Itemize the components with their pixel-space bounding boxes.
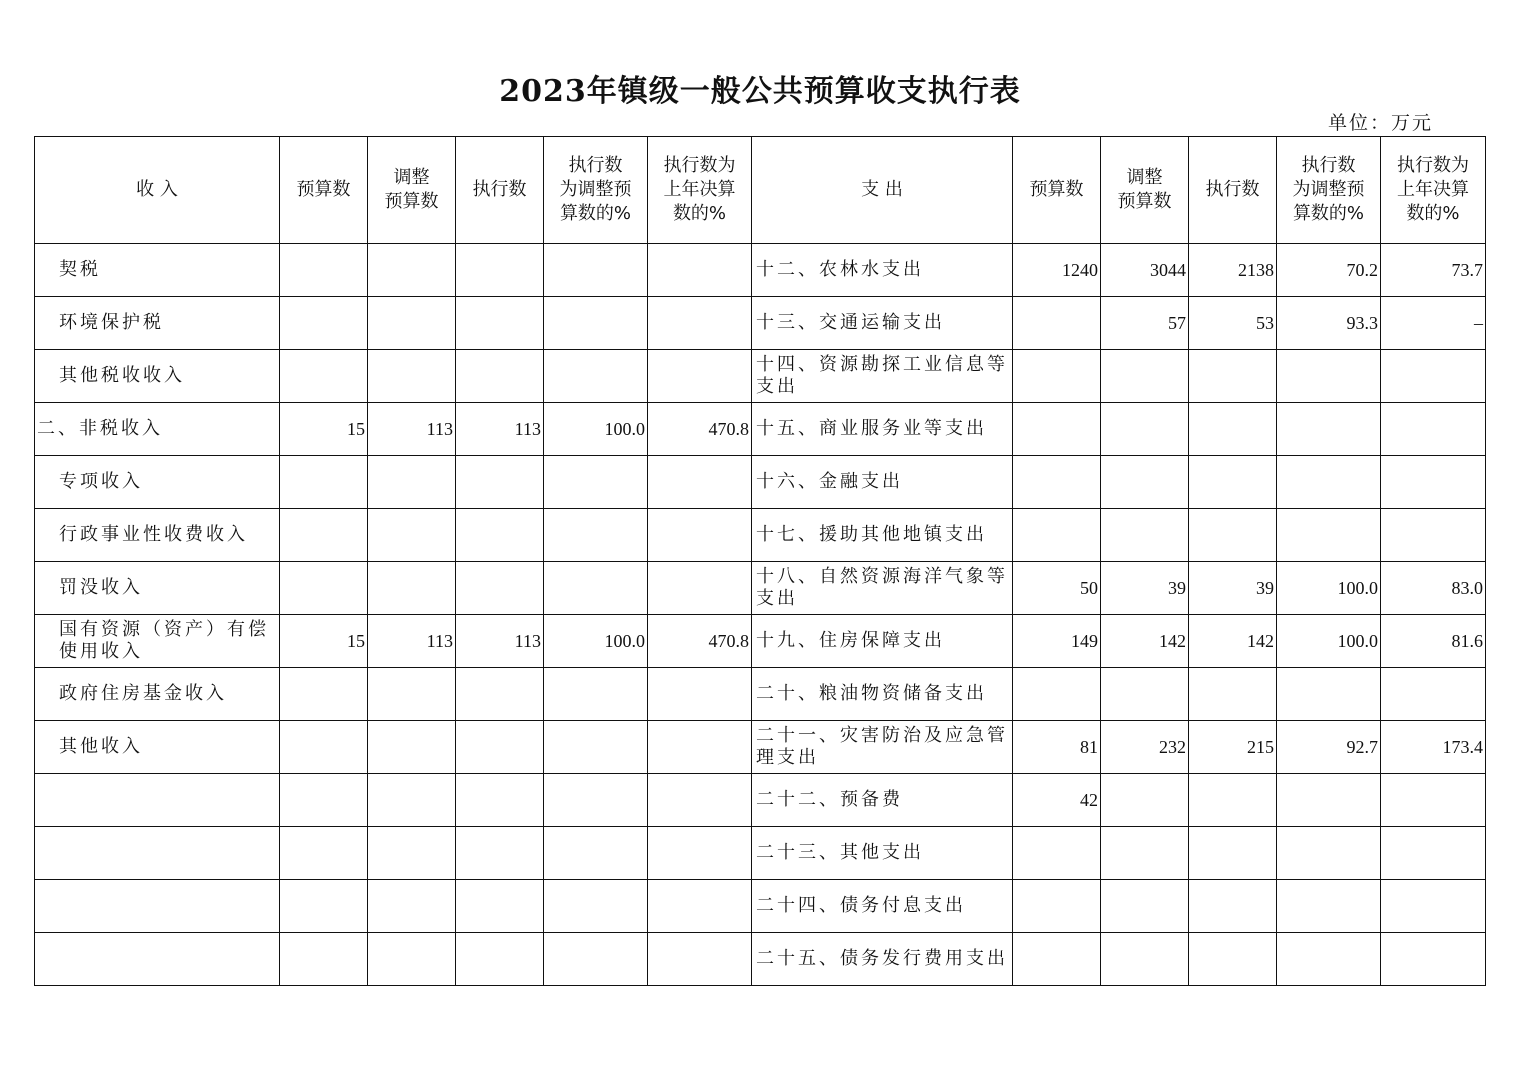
table-row bbox=[35, 509, 1486, 562]
expense-budget-cell: 81 bbox=[1013, 721, 1101, 774]
expense-pct-adjusted-cell bbox=[1277, 350, 1381, 403]
expense-budget-cell: 42 bbox=[1013, 774, 1101, 827]
expense-executed-cell bbox=[1189, 509, 1277, 562]
expense-pct-adjusted-cell bbox=[1277, 403, 1381, 456]
unit-label: 单位：万元 bbox=[1328, 112, 1434, 134]
expense-pct-adjusted-cell bbox=[1277, 509, 1381, 562]
income-pct-adjusted-cell bbox=[544, 456, 648, 509]
expense-executed-cell bbox=[1189, 933, 1277, 986]
income-pct-adjusted-cell bbox=[544, 721, 648, 774]
expense-budget-cell bbox=[1013, 456, 1101, 509]
expense-pct-last-year-cell bbox=[1381, 456, 1486, 509]
income-pct-adjusted-cell bbox=[544, 933, 648, 986]
table-row bbox=[35, 668, 1486, 721]
table-row bbox=[35, 350, 1486, 403]
income-adjusted-cell bbox=[368, 880, 456, 933]
income-budget-cell bbox=[280, 827, 368, 880]
expense-executed-cell bbox=[1189, 880, 1277, 933]
expense-pct-last-year-cell: 173.4 bbox=[1381, 721, 1486, 774]
income-executed-cell bbox=[456, 827, 544, 880]
header-income-budget: 预算数 bbox=[280, 137, 368, 244]
expense-pct-last-year-cell: 81.6 bbox=[1381, 615, 1486, 668]
income-executed-cell bbox=[456, 562, 544, 615]
income-budget-cell: 15 bbox=[280, 403, 368, 456]
expense-item-name: 十九、住房保障支出 bbox=[752, 615, 1013, 668]
income-budget-cell bbox=[280, 297, 368, 350]
expense-item-name: 二十四、债务付息支出 bbox=[752, 880, 1013, 933]
table-row bbox=[35, 244, 1486, 297]
income-item-name bbox=[35, 774, 280, 827]
expense-executed-cell bbox=[1189, 774, 1277, 827]
expense-pct-adjusted-cell: 100.0 bbox=[1277, 615, 1381, 668]
table-row bbox=[35, 721, 1486, 774]
table-row bbox=[35, 403, 1486, 456]
expense-budget-cell: 1240 bbox=[1013, 244, 1101, 297]
income-item-name: 二、非税收入 bbox=[35, 403, 280, 456]
income-pct-adjusted-cell bbox=[544, 350, 648, 403]
income-adjusted-cell bbox=[368, 509, 456, 562]
income-pct-last-year-cell bbox=[648, 350, 752, 403]
income-pct-adjusted-cell bbox=[544, 668, 648, 721]
budget-execution-table bbox=[34, 136, 1486, 986]
income-pct-last-year-cell: 470.8 bbox=[648, 403, 752, 456]
expense-executed-cell: 142 bbox=[1189, 615, 1277, 668]
header-income-executed: 执行数 bbox=[456, 137, 544, 244]
expense-adjusted-cell bbox=[1101, 668, 1189, 721]
expense-budget-cell bbox=[1013, 297, 1101, 350]
header-income: 收 入 bbox=[35, 137, 280, 244]
income-pct-adjusted-cell: 100.0 bbox=[544, 615, 648, 668]
header-expense: 支 出 bbox=[752, 137, 1013, 244]
income-pct-last-year-cell bbox=[648, 456, 752, 509]
expense-pct-last-year-cell bbox=[1381, 350, 1486, 403]
income-adjusted-cell bbox=[368, 244, 456, 297]
expense-pct-adjusted-cell bbox=[1277, 827, 1381, 880]
income-pct-adjusted-cell bbox=[544, 297, 648, 350]
income-item-name: 国有资源（资产）有偿使用收入 bbox=[35, 615, 280, 668]
expense-pct-last-year-cell bbox=[1381, 827, 1486, 880]
income-item-name bbox=[35, 827, 280, 880]
expense-item-name: 十七、援助其他地镇支出 bbox=[752, 509, 1013, 562]
income-pct-adjusted-cell bbox=[544, 562, 648, 615]
table-row bbox=[35, 774, 1486, 827]
header-expense-pct-last-year: 执行数为 上年决算 数的% bbox=[1381, 137, 1486, 244]
header-expense-budget: 预算数 bbox=[1013, 137, 1101, 244]
income-item-name: 政府住房基金收入 bbox=[35, 668, 280, 721]
expense-executed-cell bbox=[1189, 403, 1277, 456]
income-adjusted-cell bbox=[368, 668, 456, 721]
expense-adjusted-cell: 142 bbox=[1101, 615, 1189, 668]
expense-executed-cell: 39 bbox=[1189, 562, 1277, 615]
expense-budget-cell bbox=[1013, 509, 1101, 562]
income-executed-cell: 113 bbox=[456, 615, 544, 668]
header-income-pct-adjusted: 执行数 为调整预 算数的% bbox=[544, 137, 648, 244]
income-adjusted-cell bbox=[368, 456, 456, 509]
expense-executed-cell bbox=[1189, 350, 1277, 403]
expense-adjusted-cell: 3044 bbox=[1101, 244, 1189, 297]
income-adjusted-cell bbox=[368, 350, 456, 403]
income-budget-cell bbox=[280, 350, 368, 403]
income-pct-last-year-cell bbox=[648, 827, 752, 880]
expense-pct-adjusted-cell: 92.7 bbox=[1277, 721, 1381, 774]
income-pct-last-year-cell bbox=[648, 774, 752, 827]
income-budget-cell bbox=[280, 456, 368, 509]
income-item-name bbox=[35, 933, 280, 986]
income-pct-last-year-cell bbox=[648, 880, 752, 933]
income-budget-cell bbox=[280, 933, 368, 986]
income-pct-last-year-cell bbox=[648, 668, 752, 721]
income-executed-cell: 113 bbox=[456, 403, 544, 456]
income-executed-cell bbox=[456, 668, 544, 721]
income-budget-cell bbox=[280, 244, 368, 297]
expense-item-name: 二十、粮油物资储备支出 bbox=[752, 668, 1013, 721]
table-row bbox=[35, 456, 1486, 509]
expense-executed-cell bbox=[1189, 827, 1277, 880]
income-item-name: 行政事业性收费收入 bbox=[35, 509, 280, 562]
expense-item-name: 十八、自然资源海洋气象等支出 bbox=[752, 562, 1013, 615]
income-pct-last-year-cell bbox=[648, 244, 752, 297]
income-adjusted-cell: 113 bbox=[368, 403, 456, 456]
expense-pct-adjusted-cell bbox=[1277, 668, 1381, 721]
income-item-name: 环境保护税 bbox=[35, 297, 280, 350]
table-row bbox=[35, 933, 1486, 986]
income-adjusted-cell bbox=[368, 933, 456, 986]
expense-pct-adjusted-cell: 70.2 bbox=[1277, 244, 1381, 297]
expense-executed-cell bbox=[1189, 668, 1277, 721]
expense-adjusted-cell bbox=[1101, 403, 1189, 456]
expense-budget-cell bbox=[1013, 880, 1101, 933]
expense-item-name: 二十五、债务发行费用支出 bbox=[752, 933, 1013, 986]
expense-pct-adjusted-cell: 93.3 bbox=[1277, 297, 1381, 350]
expense-adjusted-cell bbox=[1101, 456, 1189, 509]
header-income-pct-last-year: 执行数为 上年决算 数的% bbox=[648, 137, 752, 244]
income-adjusted-cell bbox=[368, 297, 456, 350]
expense-pct-adjusted-cell bbox=[1277, 880, 1381, 933]
expense-budget-cell bbox=[1013, 827, 1101, 880]
income-pct-last-year-cell bbox=[648, 721, 752, 774]
expense-pct-adjusted-cell bbox=[1277, 933, 1381, 986]
income-executed-cell bbox=[456, 721, 544, 774]
expense-adjusted-cell bbox=[1101, 774, 1189, 827]
header-expense-adjusted: 调整 预算数 bbox=[1101, 137, 1189, 244]
expense-item-name: 十二、农林水支出 bbox=[752, 244, 1013, 297]
expense-budget-cell: 149 bbox=[1013, 615, 1101, 668]
expense-pct-last-year-cell bbox=[1381, 509, 1486, 562]
expense-pct-last-year-cell bbox=[1381, 668, 1486, 721]
income-pct-adjusted-cell: 100.0 bbox=[544, 403, 648, 456]
expense-budget-cell bbox=[1013, 403, 1101, 456]
expense-pct-adjusted-cell bbox=[1277, 774, 1381, 827]
header-expense-pct-adjusted: 执行数 为调整预 算数的% bbox=[1277, 137, 1381, 244]
expense-executed-cell bbox=[1189, 456, 1277, 509]
table-row bbox=[35, 297, 1486, 350]
header-expense-executed: 执行数 bbox=[1189, 137, 1277, 244]
income-budget-cell bbox=[280, 668, 368, 721]
expense-item-name: 二十二、预备费 bbox=[752, 774, 1013, 827]
income-executed-cell bbox=[456, 297, 544, 350]
expense-pct-last-year-cell bbox=[1381, 403, 1486, 456]
income-executed-cell bbox=[456, 244, 544, 297]
expense-adjusted-cell bbox=[1101, 827, 1189, 880]
income-item-name bbox=[35, 880, 280, 933]
income-adjusted-cell bbox=[368, 827, 456, 880]
expense-adjusted-cell: 57 bbox=[1101, 297, 1189, 350]
income-adjusted-cell bbox=[368, 562, 456, 615]
expense-pct-last-year-cell bbox=[1381, 774, 1486, 827]
income-item-name: 罚没收入 bbox=[35, 562, 280, 615]
income-adjusted-cell bbox=[368, 721, 456, 774]
income-item-name: 专项收入 bbox=[35, 456, 280, 509]
income-pct-last-year-cell: 470.8 bbox=[648, 615, 752, 668]
income-adjusted-cell: 113 bbox=[368, 615, 456, 668]
table-row bbox=[35, 562, 1486, 615]
income-pct-last-year-cell bbox=[648, 562, 752, 615]
expense-budget-cell: 50 bbox=[1013, 562, 1101, 615]
income-pct-adjusted-cell bbox=[544, 827, 648, 880]
expense-executed-cell: 53 bbox=[1189, 297, 1277, 350]
expense-item-name: 二十三、其他支出 bbox=[752, 827, 1013, 880]
expense-pct-adjusted-cell: 100.0 bbox=[1277, 562, 1381, 615]
expense-adjusted-cell bbox=[1101, 350, 1189, 403]
expense-pct-last-year-cell: 73.7 bbox=[1381, 244, 1486, 297]
income-executed-cell bbox=[456, 774, 544, 827]
expense-item-name: 十六、金融支出 bbox=[752, 456, 1013, 509]
expense-executed-cell: 2138 bbox=[1189, 244, 1277, 297]
income-pct-last-year-cell bbox=[648, 509, 752, 562]
page-title: 2023年镇级一般公共预算收支执行表 bbox=[499, 74, 1021, 109]
expense-adjusted-cell bbox=[1101, 880, 1189, 933]
income-item-name: 其他收入 bbox=[35, 721, 280, 774]
income-budget-cell bbox=[280, 721, 368, 774]
income-item-name: 其他税收收入 bbox=[35, 350, 280, 403]
table-header-row bbox=[35, 137, 1486, 244]
expense-pct-last-year-cell: 83.0 bbox=[1381, 562, 1486, 615]
expense-item-name: 十四、资源勘探工业信息等支出 bbox=[752, 350, 1013, 403]
table-body bbox=[35, 244, 1486, 986]
income-pct-last-year-cell bbox=[648, 297, 752, 350]
expense-pct-adjusted-cell bbox=[1277, 456, 1381, 509]
income-adjusted-cell bbox=[368, 774, 456, 827]
income-executed-cell bbox=[456, 509, 544, 562]
expense-budget-cell bbox=[1013, 668, 1101, 721]
income-executed-cell bbox=[456, 880, 544, 933]
expense-budget-cell bbox=[1013, 933, 1101, 986]
income-pct-last-year-cell bbox=[648, 933, 752, 986]
expense-pct-last-year-cell: – bbox=[1381, 297, 1486, 350]
income-budget-cell bbox=[280, 880, 368, 933]
income-executed-cell bbox=[456, 456, 544, 509]
income-pct-adjusted-cell bbox=[544, 509, 648, 562]
expense-executed-cell: 215 bbox=[1189, 721, 1277, 774]
expense-item-name: 二十一、灾害防治及应急管理支出 bbox=[752, 721, 1013, 774]
expense-item-name: 十五、商业服务业等支出 bbox=[752, 403, 1013, 456]
expense-adjusted-cell: 39 bbox=[1101, 562, 1189, 615]
income-budget-cell: 15 bbox=[280, 615, 368, 668]
table-row bbox=[35, 827, 1486, 880]
expense-adjusted-cell bbox=[1101, 933, 1189, 986]
income-executed-cell bbox=[456, 933, 544, 986]
income-budget-cell bbox=[280, 562, 368, 615]
table-row bbox=[35, 880, 1486, 933]
income-pct-adjusted-cell bbox=[544, 244, 648, 297]
income-pct-adjusted-cell bbox=[544, 774, 648, 827]
income-item-name: 契税 bbox=[35, 244, 280, 297]
table-row bbox=[35, 615, 1486, 668]
expense-adjusted-cell bbox=[1101, 509, 1189, 562]
header-income-adjusted: 调整 预算数 bbox=[368, 137, 456, 244]
income-budget-cell bbox=[280, 509, 368, 562]
expense-item-name: 十三、交通运输支出 bbox=[752, 297, 1013, 350]
expense-pct-last-year-cell bbox=[1381, 933, 1486, 986]
expense-budget-cell bbox=[1013, 350, 1101, 403]
income-budget-cell bbox=[280, 774, 368, 827]
income-pct-adjusted-cell bbox=[544, 880, 648, 933]
expense-adjusted-cell: 232 bbox=[1101, 721, 1189, 774]
expense-pct-last-year-cell bbox=[1381, 880, 1486, 933]
income-executed-cell bbox=[456, 350, 544, 403]
